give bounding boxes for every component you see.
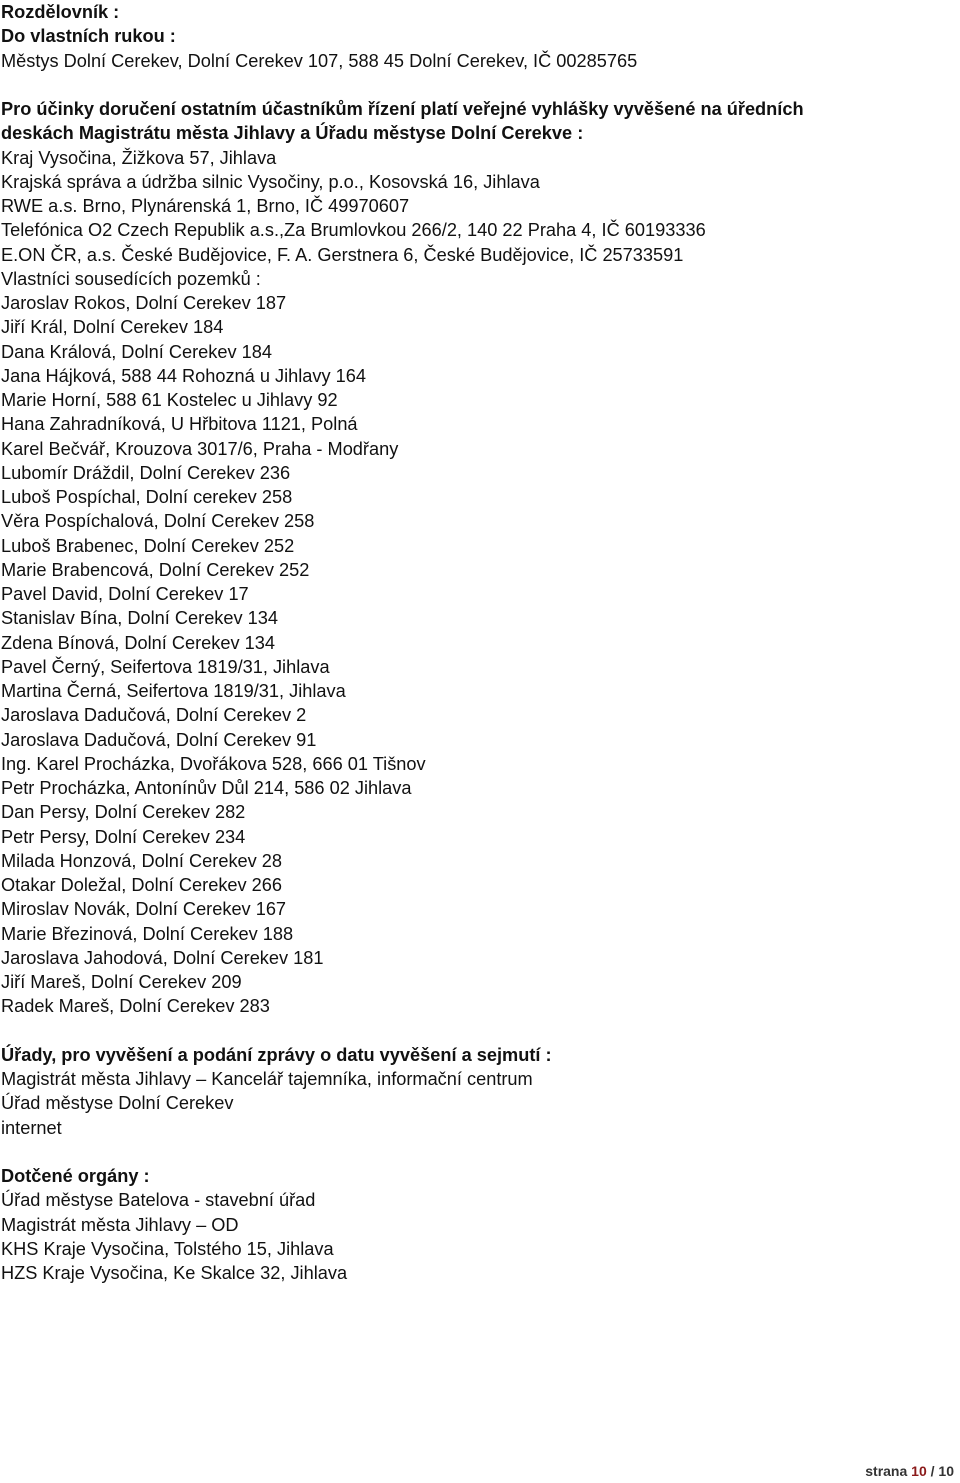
neighbors-line: Luboš Brabenec, Dolní Cerekev 252 <box>1 535 295 556</box>
footer-current-page: 10 <box>911 1463 927 1479</box>
neighbors-line: Jiří Král, Dolní Cerekev 184 <box>1 317 224 338</box>
neighbors-line: Pavel David, Dolní Cerekev 17 <box>1 584 249 604</box>
neighbors-line: Dana Králová, Dolní Cerekev 184 <box>1 341 272 362</box>
neighbors-line: Luboš Pospíchal, Dolní cerekev 258 <box>1 487 293 507</box>
footer-label: strana <box>865 1463 908 1479</box>
authorities-list <box>1 1188 956 1285</box>
spacer <box>1 1019 956 1043</box>
neighbors-line: Jaroslava Dadučová, Dolní Cerekev 91 <box>1 729 317 750</box>
neighbors-line: Zdena Bínová, Dolní Cerekev 134 <box>1 632 275 653</box>
neighbors-line: Jaroslava Jahodová, Dolní Cerekev 181 <box>1 947 324 968</box>
participants-line: RWE a.s. Brno, Plynárenská 1, Brno, IČ 49970607 <box>1 196 410 216</box>
public-notice-line: deskách Magistrátu města Jihlavy a Úřadu městyse Dolní Cerekve : <box>1 123 584 144</box>
authorities-line: Magistrát města Jihlavy – OD <box>1 1214 239 1235</box>
neighbors-line: Lubomír Dráždil, Dolní Cerekev 236 <box>1 462 291 483</box>
owners-list <box>1 49 956 73</box>
authorities-line: HZS Kraje Vysočina, Ke Skalce 32, Jihlava <box>1 1263 348 1283</box>
spacer <box>1 73 956 97</box>
neighbors-line: Otakar Doležal, Dolní Cerekev 266 <box>1 875 283 895</box>
participants-line: Krajská správa a údržba silnic Vysočiny, p.o., Kosovská 16, Jihlava <box>1 171 540 192</box>
participants-line: Kraj Vysočina, Žižkova 57, Jihlava <box>1 147 277 168</box>
neighbors-line: Pavel Černý, Seifertova 1819/31, Jihlava <box>1 656 330 677</box>
footer-total-pages: 10 <box>938 1463 954 1479</box>
neighbors-list <box>1 291 956 1019</box>
public-notice-heading <box>1 97 956 146</box>
offices-line: Magistrát města Jihlavy – Kancelář tajemníka, informační centrum <box>1 1069 533 1089</box>
public-notice-line: Pro účinky doručení ostatním účastníkům řízení platí veřejné vyhlášky vyvěšené na úředních <box>1 99 804 119</box>
participants-line: E.ON ČR, a.s. České Budějovice, F. A. Gerstnera 6, České Budějovice, IČ 25733591 <box>1 244 684 265</box>
authorities-line: KHS Kraje Vysočina, Tolstého 15, Jihlava <box>1 1238 334 1259</box>
neighbors-line: Marie Horní, 588 61 Kostelec u Jihlavy 92 <box>1 390 338 410</box>
neighbors-line: Miroslav Novák, Dolní Cerekev 167 <box>1 899 287 920</box>
neighbors-line: Jiří Mareš, Dolní Cerekev 209 <box>1 972 242 992</box>
neighbors-line: Jaroslava Dadučová, Dolní Cerekev 2 <box>1 705 307 726</box>
neighbors-line: Marie Březinová, Dolní Cerekev 188 <box>1 923 294 944</box>
neighbors-line: Jaroslav Rokos, Dolní Cerekev 187 <box>1 293 287 313</box>
participants-line: Telefónica O2 Czech Republik a.s.,Za Brumlovkou 266/2, 140 22 Praha 4, IČ 60193336 <box>1 220 706 241</box>
neighbors-line: Ing. Karel Procházka, Dvořákova 528, 666 01 Tišnov <box>1 753 426 774</box>
neighbors-line: Martina Černá, Seifertova 1819/31, Jihlava <box>1 681 346 701</box>
footer-separator: / <box>930 1463 935 1479</box>
document-heading: Rozdělovník : <box>1 2 120 22</box>
owners-label: Do vlastních rukou : <box>1 26 176 47</box>
neighbors-line: Petr Procházka, Antonínův Důl 214, 586 02 Jihlava <box>1 778 412 798</box>
offices-line: Úřad městyse Dolní Cerekev <box>1 1093 234 1114</box>
participants-line: Vlastníci sousedících pozemků : <box>1 268 261 289</box>
neighbors-line: Milada Honzová, Dolní Cerekev 28 <box>1 850 283 871</box>
offices-list <box>1 1067 956 1140</box>
neighbors-line: Radek Mareš, Dolní Cerekev 283 <box>1 996 270 1017</box>
neighbors-line: Jana Hájková, 588 44 Rohozná u Jihlavy 164 <box>1 365 367 386</box>
neighbors-line: Karel Bečvář, Krouzova 3017/6, Praha - Modřany <box>1 438 399 459</box>
page-footer <box>865 1463 954 1479</box>
neighbors-line: Petr Persy, Dolní Cerekev 234 <box>1 826 246 847</box>
authorities-line: Úřad městyse Batelova - stavební úřad <box>1 1190 316 1211</box>
spacer <box>1 1140 956 1164</box>
neighbors-line: Stanislav Bína, Dolní Cerekev 134 <box>1 608 279 629</box>
neighbors-line: Marie Brabencová, Dolní Cerekev 252 <box>1 559 310 580</box>
participants-list <box>1 146 956 292</box>
neighbors-line: Dan Persy, Dolní Cerekev 282 <box>1 802 246 823</box>
authorities-heading: Dotčené orgány : <box>1 1166 150 1186</box>
owners-line: Městys Dolní Cerekev, Dolní Cerekev 107, 588 45 Dolní Cerekev, IČ 00285765 <box>1 50 638 71</box>
offices-heading: Úřady, pro vyvěšení a podání zprávy o datu vyvěšení a sejmutí : <box>1 1044 552 1065</box>
neighbors-line: Hana Zahradníková, U Hřbitova 1121, Polná <box>1 414 358 435</box>
offices-line: internet <box>1 1117 62 1138</box>
document-page <box>1 0 956 1285</box>
neighbors-line: Věra Pospíchalová, Dolní Cerekev 258 <box>1 511 315 532</box>
